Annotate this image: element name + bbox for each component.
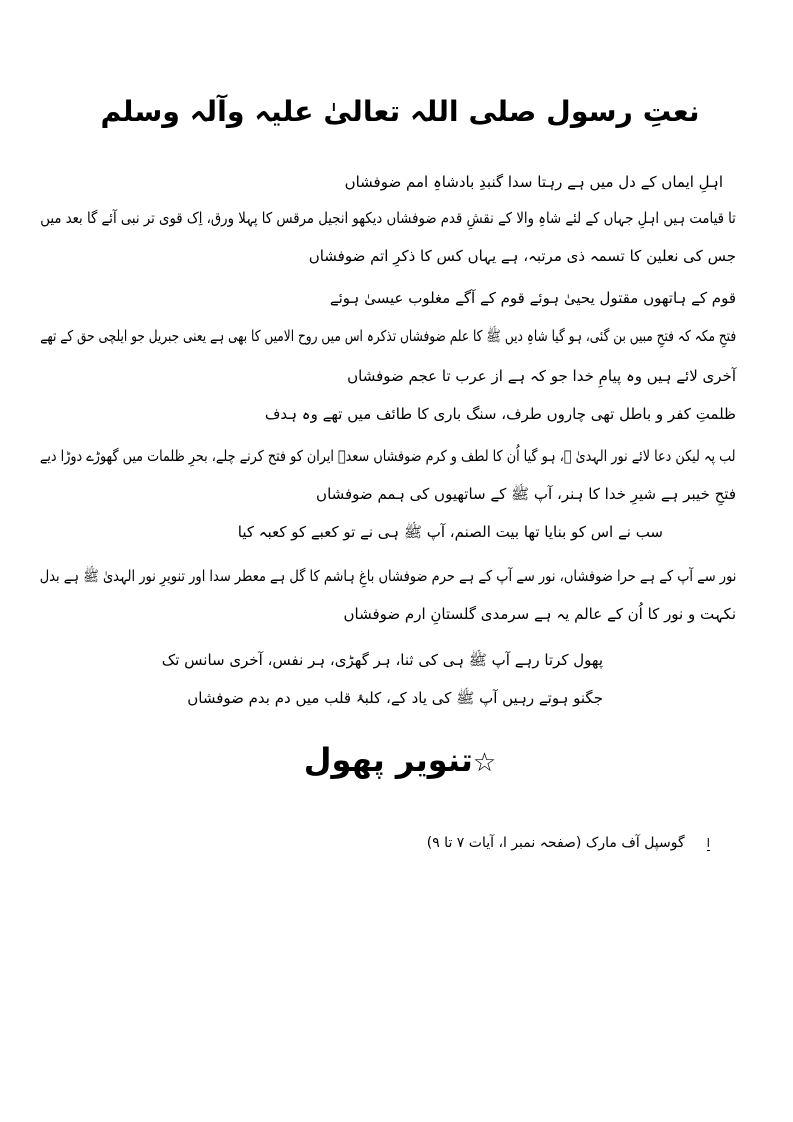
verse-line: تا قیامت ہیں اہلِ جہاں کے لئے شاہِ والا کے نقشِ قدم ضوفشاں دیکھو انجیل مرقس کا پہلا ورق، اِک قوی تر نبی آئے گا بعد میں — [40, 209, 736, 227]
verse-line: جس کی نعلین کا تسمہ ذی مرتبہ، ہے یہاں کس کا ذکرِ اتم ضوفشاں — [308, 247, 736, 265]
verse-line: ظلمتِ کفر و باطل تھی چاروں طرف، سنگ باری کا طائف میں تھے وہ ہدف — [264, 405, 736, 423]
verse-line: فتحِ مکہ کہ فتحِ مبیں بن گئی، ہو گیا شاہِ دیں ﷺ کا علم ضوفشاں تذکرہ اس میں روح الامیں کا بھی ہے یعنی جبریل جو ایلچی حق کے تھے — [40, 327, 736, 345]
verse-line: پھول کرتا رہے آپ ﷺ ہی کی ثنا، ہر گھڑی، ہر نفس، آخری سانس تک — [161, 651, 603, 669]
footnote-marker: ا — [706, 836, 710, 850]
verse-line: سب نے اس کو بنایا تھا بیت الصنم، آپ ﷺ ہی نے تو کعبے کو کعبہ کیا — [237, 523, 663, 541]
footnote — [420, 830, 710, 856]
verse-line: آخری لائے ہیں وہ پیامِ خدا جو کہ ہے از عرب تا عجم ضوفشاں — [347, 367, 736, 385]
verse-line: نور سے آپ کے ہے حرا ضوفشاں، نور سے آپ کے ہے حرم ضوفشاں باغِ ہاشم کا گل ہے معطر سدا اور تنویرِ نور الہدیٰ ﷺ ہے بدل — [39, 567, 736, 585]
verse-line: قوم کے ہاتھوں مقتول یحییٰ ہوئے قوم کے آگے مغلوب عیسیٰ ہوئے — [329, 289, 736, 307]
verse-line: اہلِ ایماں کے دل میں ہے رہتا سدا گنبدِ بادشاہِ امم ضوفشاں — [344, 173, 723, 191]
star-icon: ☆ — [472, 748, 497, 778]
page-title: نعتِ رسول صلی اللہ تعالیٰ علیہ وآلہ وسلم — [100, 95, 700, 128]
verse-line: لب پہ لیکن دعا لائے نور الہدیٰ ﷺ، ہو گیا اُن کا لطف و کرم ضوفشاں سعدؓ ایران کو فتح کرنے چلے، بحرِ ظلمات میں گھوڑے دوڑا دیے — [40, 447, 736, 465]
verse-line: فتحِ خیبر ہے شیرِ خدا کا ہنر، آپ ﷺ کے ساتھیوں کی ہمم ضوفشاں — [316, 485, 736, 503]
verse-line: نکہت و نور کا اُن کے عالم یہ ہے سرمدی گلستانِ ارم ضوفشاں — [343, 605, 736, 623]
footnote-text: گوسپل آف مارک (صفحہ نمبر ا، آیات ۷ تا ۹) — [426, 835, 685, 851]
poet-signature — [250, 730, 550, 793]
verse-line: جگنو ہوتے رہیں آپ ﷺ کی یاد کے، کلبۂ قلب میں دم بدم ضوفشاں — [187, 689, 603, 707]
poet-name: تنویر پھول — [303, 741, 473, 779]
